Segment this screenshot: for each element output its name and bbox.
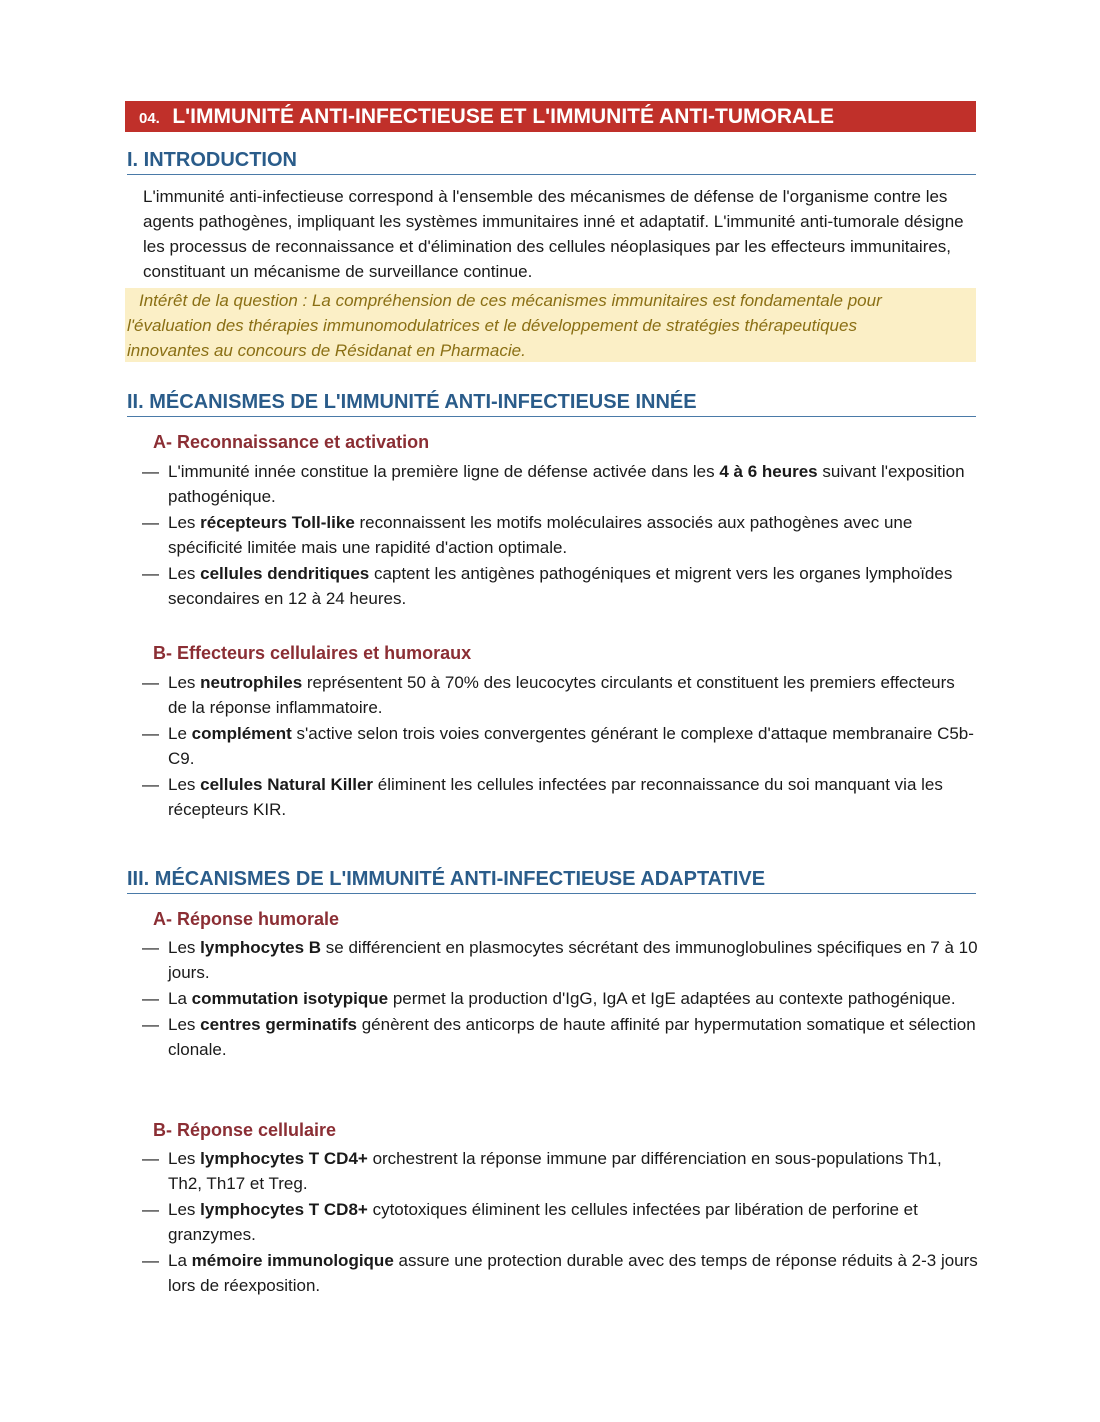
item-text: génèrent des anticorps de haute affinité par hypermutation somatique et sélection clonale. bbox=[168, 1015, 976, 1059]
dash-bullet-icon: — bbox=[142, 513, 159, 532]
subsection-heading-cellular: B- Réponse cellulaire bbox=[153, 1120, 337, 1140]
item-text: se différencient en plasmocytes sécrétant des immunoglobulines spécifiques en 7 à 10 jours. bbox=[168, 938, 978, 982]
dash-bullet-icon: — bbox=[142, 564, 159, 583]
item-keyword: centres germinatifs bbox=[200, 1015, 357, 1034]
item-text: permet la production d'IgG, IgA et IgE adaptées au contexte pathogénique. bbox=[388, 989, 956, 1008]
dash-bullet-icon: — bbox=[142, 673, 159, 692]
item-text: Les bbox=[168, 1149, 201, 1168]
item-keyword: complément bbox=[191, 724, 292, 743]
section-heading-innate: II. MÉCANISMES DE L'IMMUNITÉ ANTI-INFECTIEUSE INNÉE bbox=[127, 391, 976, 417]
item-text: s'active selon trois voies convergentes générant le complexe d'attaque membranaire C5b-C9. bbox=[168, 724, 974, 768]
item-text: reconnaissent les motifs moléculaires associés aux pathogènes avec une spécificité limitée mais une rapidité d'action optimale. bbox=[168, 513, 913, 557]
dash-bullet-icon: — bbox=[142, 1015, 159, 1034]
item-text: L'immunité innée constitue la première ligne de défense activée dans les bbox=[168, 462, 720, 481]
highlight-note bbox=[125, 288, 976, 362]
item-keyword: neutrophiles bbox=[200, 673, 303, 692]
list-item bbox=[142, 1012, 978, 1062]
subsection-heading-humoral: A- Réponse humorale bbox=[153, 909, 340, 929]
list-item bbox=[142, 935, 978, 985]
item-keyword: mémoire immunologique bbox=[191, 1251, 394, 1270]
dash-bullet-icon: — bbox=[142, 938, 159, 957]
item-text: Les bbox=[168, 513, 201, 532]
item-text: Les bbox=[168, 1015, 201, 1034]
item-text: La bbox=[168, 989, 192, 1008]
list-item bbox=[142, 772, 978, 822]
note-line: innovantes au concours de Résidanat en Pharmacie. bbox=[127, 341, 526, 360]
item-keyword: cellules dendritiques bbox=[200, 564, 370, 583]
list-item bbox=[142, 1197, 978, 1247]
item-keyword: commutation isotypique bbox=[191, 989, 389, 1008]
item-text: Le bbox=[168, 724, 192, 743]
dash-bullet-icon: — bbox=[142, 462, 159, 481]
dash-bullet-icon: — bbox=[142, 1251, 159, 1270]
dash-bullet-icon: — bbox=[142, 989, 159, 1008]
subsection-heading-effectors: B- Effecteurs cellulaires et humoraux bbox=[153, 643, 472, 663]
item-text: Les bbox=[168, 673, 201, 692]
item-text: captent les antigènes pathogéniques et migrent vers les organes lymphoïdes secondaires en 12 à 24 heures. bbox=[168, 564, 953, 608]
list-item bbox=[142, 670, 978, 720]
subsection-heading-recognition: A- Reconnaissance et activation bbox=[153, 432, 430, 452]
item-text: Les bbox=[168, 564, 201, 583]
item-text: orchestrent la réponse immune par différenciation en sous-populations Th1, Th2, Th17 et Treg. bbox=[168, 1149, 942, 1193]
section-heading-adaptive: III. MÉCANISMES DE L'IMMUNITÉ ANTI-INFECTIEUSE ADAPTATIVE bbox=[127, 868, 976, 894]
intro-paragraph: L'immunité anti-infectieuse correspond à l'ensemble des mécanismes de défense de l'organisme contre les agents pathogènes, impliquant les systèmes immunitaires inné et adaptatif. L'immunité anti-tumorale désigne les processus de reconnaissance et d'élimination des cellules néoplasiques par les effecteurs immunitaires, constituant un mécanisme de surveillance continue. bbox=[143, 187, 964, 281]
list-item bbox=[142, 459, 978, 509]
item-keyword: récepteurs Toll-like bbox=[200, 513, 355, 532]
dash-bullet-icon: — bbox=[142, 1200, 159, 1219]
item-text: Les bbox=[168, 1200, 201, 1219]
title-number: 04. bbox=[139, 110, 160, 127]
item-text: cytotoxiques éliminent les cellules infectées par libération de perforine et granzymes. bbox=[168, 1200, 918, 1244]
item-text: représentent 50 à 70% des leucocytes circulants et constituent les premiers effecteurs de la réponse inflammatoire. bbox=[168, 673, 955, 717]
list-item bbox=[142, 721, 978, 771]
list-item bbox=[142, 561, 978, 611]
note-line: Intérêt de la question : La compréhension de ces mécanismes immunitaires est fondamentale pour bbox=[139, 291, 882, 310]
section-heading-introduction: I. INTRODUCTION bbox=[127, 149, 976, 175]
item-text: La bbox=[168, 1251, 192, 1270]
bullet-list bbox=[142, 670, 978, 823]
item-text: Les bbox=[168, 938, 201, 957]
title-text: L'IMMUNITÉ ANTI-INFECTIEUSE ET L'IMMUNITÉ ANTI-TUMORALE bbox=[172, 105, 835, 128]
document-title-bar bbox=[125, 101, 976, 132]
item-keyword: lymphocytes B bbox=[200, 938, 322, 957]
item-text: éliminent les cellules infectées par reconnaissance du soi manquant via les récepteurs KIR. bbox=[168, 775, 943, 819]
list-item bbox=[142, 1248, 978, 1298]
item-keyword: lymphocytes T CD8+ bbox=[200, 1200, 368, 1219]
bullet-list bbox=[142, 1146, 978, 1299]
item-keyword: 4 à 6 heures bbox=[719, 462, 818, 481]
list-item bbox=[142, 1146, 978, 1196]
bullet-list bbox=[142, 459, 978, 612]
dash-bullet-icon: — bbox=[142, 724, 159, 743]
item-keyword: cellules Natural Killer bbox=[200, 775, 374, 794]
item-text: suivant l'exposition pathogénique. bbox=[168, 462, 965, 506]
dash-bullet-icon: — bbox=[142, 1149, 159, 1168]
list-item bbox=[142, 510, 978, 560]
item-keyword: lymphocytes T CD4+ bbox=[200, 1149, 368, 1168]
bullet-list bbox=[142, 935, 978, 1063]
item-text: assure une protection durable avec des temps de réponse réduits à 2-3 jours lors de réexposition. bbox=[168, 1251, 978, 1295]
dash-bullet-icon: — bbox=[142, 775, 159, 794]
list-item bbox=[142, 986, 978, 1011]
item-text: Les bbox=[168, 775, 201, 794]
note-line: l'évaluation des thérapies immunomodulatrices et le développement de stratégies thérapeutiques bbox=[127, 316, 857, 335]
